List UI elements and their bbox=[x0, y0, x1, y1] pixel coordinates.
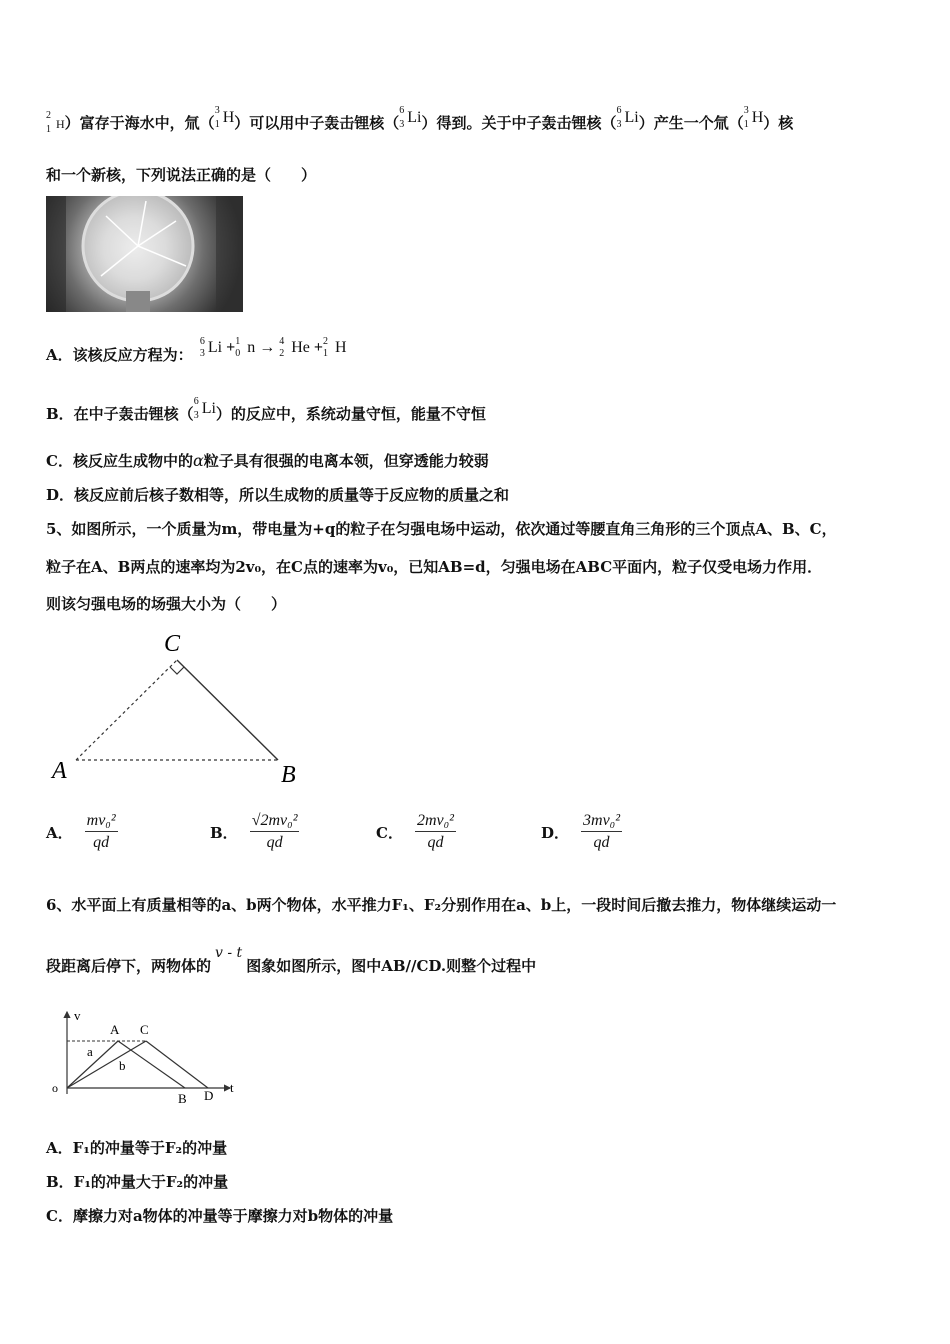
point-b-label: B bbox=[178, 1091, 187, 1106]
lithium-symbol-2: 6 3 Li bbox=[616, 105, 639, 130]
q6-option-c[interactable]: C．摩擦力对a物体的冲量等于摩擦力对b物体的冲量 bbox=[46, 1207, 394, 1225]
tritium-symbol-2: 3 1 H bbox=[743, 105, 764, 130]
q5-line2: 粒子在A、B两点的速率均为2v₀，在C点的速率为v₀，已知AB=d，匀强电场在ABC平面内，粒子仅受电场力作用． bbox=[46, 558, 823, 576]
lithium-symbol-3: 6 3 Li bbox=[193, 396, 216, 421]
t-axis-label: t bbox=[230, 1080, 234, 1095]
fraction-d: $\frac{\text{3mv₀²}}{qd}$ bbox=[583, 812, 621, 851]
q6-line2: 段距离后停下，两物体的v - t图象如图所示，图中AB//CD.则整个过程中 bbox=[46, 945, 537, 975]
fraction-c: $\frac{\text{2mv₀²}}{qd}$ bbox=[416, 812, 454, 851]
fraction-b: $\frac{\text{√2mv₀²}}{qd}$ bbox=[251, 812, 298, 851]
lithium-symbol: 6 3 Li bbox=[399, 105, 422, 130]
plasma-ball-photo bbox=[46, 196, 243, 312]
vertex-a-label: A bbox=[52, 758, 67, 784]
q4-line1: 2 1 H）富存于海水中，氚（ 3 1 H）可以用中子轰击锂核（ 6 3 Li）得到。关于中子轰击锂核（ 6 3 Li）产生一个氚（ 3 1 H）核 bbox=[46, 105, 794, 135]
q5-line3: 则该匀强电场的场强大小为（ ） bbox=[46, 595, 287, 613]
origin-label: o bbox=[52, 1081, 58, 1095]
q4-option-d[interactable]: D．核反应前后核子数相等，所以生成物的质量等于反应物的质量之和 bbox=[46, 486, 510, 504]
triangle-figure bbox=[46, 626, 306, 786]
q5-choice-a[interactable]: A． $\frac{\text{mv₀²}}{qd}$ bbox=[46, 812, 116, 851]
deuterium-symbol: 2 1 H bbox=[46, 110, 65, 135]
reaction-equation: 63 Li +10 n → 42 He +21 H bbox=[199, 336, 347, 359]
vertex-b-label: B bbox=[281, 762, 296, 786]
line-b-label: b bbox=[119, 1058, 126, 1073]
q5-choice-b[interactable]: B． $\frac{\text{√2mv₀²}}{qd}$ bbox=[210, 812, 298, 851]
q4-option-a[interactable]: A．该核反应方程为： 63 Li +10 n → 42 He +21 H bbox=[46, 336, 347, 364]
q4-option-c[interactable]: C．核反应生成物中的α粒子具有很强的电离本领，但穿透能力较弱 bbox=[46, 451, 489, 470]
q4-line2: 和一个新核，下列说法正确的是（ ） bbox=[46, 166, 317, 184]
q5-line1: 5、如图所示，一个质量为m，带电量为+q的粒子在匀强电场中运动，依次通过等腰直角三角形的三个顶点A、B、C， bbox=[46, 520, 837, 538]
q6-line1: 6、水平面上有质量相等的a、b两个物体，水平推力F₁、F₂分别作用在a、b上，一段时间后撤去推力，物体继续运动一 bbox=[46, 896, 837, 914]
vertex-c-label: C bbox=[164, 631, 181, 657]
plasma-ball-image bbox=[46, 196, 243, 312]
q4-option-b[interactable]: B．在中子轰击锂核（ 6 3 Li）的反应中，系统动量守恒，能量不守恒 bbox=[46, 396, 486, 423]
point-d-label: D bbox=[204, 1088, 214, 1103]
tritium-symbol: 3 1 H bbox=[214, 105, 235, 130]
line-a-label: a bbox=[87, 1044, 93, 1059]
q5-choice-c[interactable]: C． $\frac{\text{2mv₀²}}{qd}$ bbox=[376, 812, 454, 851]
v-axis-label: v bbox=[74, 1008, 81, 1023]
vt-graph bbox=[50, 1008, 250, 1108]
q6-option-a[interactable]: A．F₁的冲量等于F₂的冲量 bbox=[46, 1139, 228, 1157]
point-c-label: C bbox=[140, 1022, 149, 1037]
q6-option-b[interactable]: B．F₁的冲量大于F₂的冲量 bbox=[46, 1173, 229, 1191]
fraction-a: $\frac{\text{mv₀²}}{qd}$ bbox=[86, 812, 116, 851]
point-a-label: A bbox=[110, 1022, 120, 1037]
q5-choice-d[interactable]: D． $\frac{\text{3mv₀²}}{qd}$ bbox=[541, 812, 621, 851]
